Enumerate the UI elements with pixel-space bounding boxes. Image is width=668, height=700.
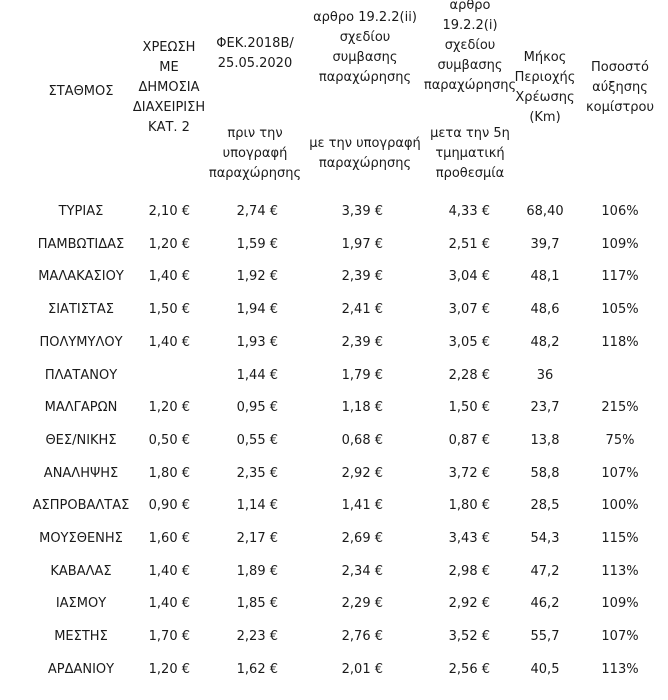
cell-km: 47,2 [530,563,560,579]
table-row [0,660,668,680]
table-row [0,267,668,287]
cell-c3: 2,76 € [341,629,383,645]
cell-c2: 2,17 € [236,531,278,546]
cell-pct: 215% [601,400,639,416]
cell-c3: 3,39 € [341,204,383,219]
cell-c2: 1,85 € [236,596,278,612]
cell-km: 28,5 [530,498,560,514]
cell-station: ΤΥΡΙΑΣ [58,204,104,219]
cell-km: 55,7 [530,629,560,645]
cell-c1: 0,90 € [148,498,190,514]
table-row [0,431,668,451]
cell-km: 13,8 [530,432,560,448]
cell-c4: 3,52 € [448,629,490,645]
cell-c1: 1,50 € [148,302,190,318]
header-article-ii-top: αρθρο 19.2.2(ii) σχεδίου συμβασης παραχώρησης [313,10,417,85]
cell-c1: 1,20 € [148,661,190,677]
cell-km: 54,3 [530,531,560,546]
cell-c3: 2,41 € [341,302,383,318]
cell-km: 48,2 [530,334,560,350]
table-row [0,398,668,418]
cell-c4: 2,51 € [448,236,490,252]
table-row [0,202,668,222]
cell-km: 46,2 [530,596,560,612]
cell-c3: 1,41 € [341,498,383,514]
header-public-management-charge: ΧΡΕΩΣΗ ΜΕ ΔΗΜΟΣΙΑ ΔΙΑΧΕΙΡΙΣΗ ΚΑΤ. 2 [132,40,206,135]
cell-c3: 2,39 € [341,269,383,285]
cell-c1: 1,60 € [148,531,190,546]
cell-c3: 1,97 € [341,236,383,252]
cell-station: ΜΟΥΣΘΕΝΗΣ [39,531,123,546]
cell-station: ΠΟΛΥΜΥΛΟΥ [39,334,123,350]
cell-c4: 3,04 € [448,269,490,285]
cell-c3: 2,34 € [341,563,383,579]
cell-c4: 1,80 € [448,498,490,514]
cell-station: ΣΙΑΤΙΣΤΑΣ [48,302,114,318]
cell-station: ΜΑΛΓΑΡΩΝ [44,400,118,416]
cell-c2: 2,23 € [236,629,278,645]
table-row [0,529,668,549]
cell-c1: 1,20 € [148,236,190,252]
cell-c1: 1,40 € [148,596,190,612]
cell-c4: 2,92 € [448,596,490,612]
cell-c4: 4,33 € [448,204,490,219]
cell-pct: 113% [601,563,639,579]
table-row [0,366,668,386]
cell-c1: 0,50 € [148,432,190,448]
cell-c2: 1,59 € [236,236,278,252]
cell-pct: 118% [601,334,639,350]
cell-c3: 1,79 € [341,367,383,383]
cell-c2: 1,89 € [236,563,278,579]
cell-station: ΙΑΣΜΟΥ [55,596,107,612]
cell-c3: 2,92 € [341,465,383,481]
cell-c2: 0,55 € [236,432,278,448]
table-row [0,627,668,647]
cell-km: 36 [536,367,554,383]
header-before-signature: πριν την υπογραφή παραχώρησης [208,126,302,181]
header-fek-top: ΦΕΚ.2018Β/ 25.05.2020 [216,36,294,71]
cell-c1: 1,40 € [148,269,190,285]
cell-c4: 3,43 € [448,531,490,546]
cell-pct: 117% [601,269,639,285]
cell-c2: 1,14 € [236,498,278,514]
cell-c2: 0,95 € [236,400,278,416]
table-row [0,562,668,582]
header-article-i-top: αρθρο 19.2.2(i) σχεδίου συμβασης παραχώρησης [423,0,517,93]
cell-station: ΑΣΠΡΟΒΑΛΤΑΣ [32,498,130,514]
cell-km: 48,1 [530,269,560,285]
cell-pct: 109% [601,596,639,612]
header-charge-area-length: Μήκος Περιοχής Χρέωσης (Km) [514,50,576,125]
table-row [0,300,668,320]
cell-c1: 2,10 € [148,204,190,219]
cell-c3: 2,29 € [341,596,383,612]
header-with-signature: με την υπογραφή παραχώρησης [309,136,421,171]
cell-pct: 109% [601,236,639,252]
cell-station: ΑΝΑΛΗΨΗΣ [43,465,119,481]
cell-c2: 1,94 € [236,302,278,318]
cell-station: ΚΑΒΑΛΑΣ [50,563,112,579]
cell-km: 58,8 [530,465,560,481]
cell-pct: 115% [601,531,639,546]
header-fare-increase-percent: Ποσοστό αύξησης κομίστρου [585,60,655,115]
cell-c3: 1,18 € [341,400,383,416]
cell-c4: 3,07 € [448,302,490,318]
cell-c4: 3,72 € [448,465,490,481]
cell-c4: 3,05 € [448,334,490,350]
cell-c1: 1,20 € [148,400,190,416]
cell-km: 48,6 [530,302,560,318]
cell-c4: 0,87 € [448,432,490,448]
table-row [0,464,668,484]
header-after-5th-deadline: μετα την 5η τμηματική προθεσμία [430,126,510,181]
cell-c2: 1,92 € [236,269,278,285]
cell-pct: 100% [601,498,639,514]
cell-c3: 0,68 € [341,432,383,448]
cell-c4: 2,98 € [448,563,490,579]
cell-c4: 1,50 € [448,400,490,416]
cell-c1: 1,40 € [148,563,190,579]
cell-station: ΘΕΣ/ΝΙΚΗΣ [45,432,117,448]
cell-pct: 107% [601,465,639,481]
cell-station: ΜΕΣΤΗΣ [54,629,108,645]
table-row [0,594,668,614]
cell-pct: 106% [601,204,639,219]
cell-c3: 2,39 € [341,334,383,350]
cell-c1: 1,40 € [148,334,190,350]
cell-c3: 2,01 € [341,661,383,677]
cell-c1: 1,70 € [148,629,190,645]
cell-pct: 105% [601,302,639,318]
cell-station: ΠΛΑΤΑΝΟΥ [44,367,118,383]
table-row [0,235,668,255]
cell-pct: 107% [601,629,639,645]
cell-c4: 2,56 € [448,661,490,677]
table-row [0,496,668,516]
cell-c2: 2,35 € [236,465,278,481]
cell-station: ΑΡΔΑΝΙΟΥ [47,661,115,677]
cell-pct: 75% [605,432,635,448]
cell-km: 23,7 [530,400,560,416]
table-row [0,333,668,353]
cell-km: 39,7 [530,236,560,252]
header-station-label: ΣΤΑΘΜΟΣ [48,84,114,99]
cell-c3: 2,69 € [341,531,383,546]
cell-c2: 1,44 € [236,367,278,383]
cell-c2: 2,74 € [236,204,278,219]
cell-c1: 1,80 € [148,465,190,481]
cell-c4: 2,28 € [448,367,490,383]
cell-station: ΠΑΜΒΩΤΙΔΑΣ [37,236,125,252]
cell-km: 40,5 [530,661,560,677]
cell-c2: 1,62 € [236,661,278,677]
cell-pct: 113% [601,661,639,677]
cell-km: 68,40 [526,204,564,219]
cell-c2: 1,93 € [236,334,278,350]
cell-station: ΜΑΛΑΚΑΣΙΟΥ [38,269,124,285]
